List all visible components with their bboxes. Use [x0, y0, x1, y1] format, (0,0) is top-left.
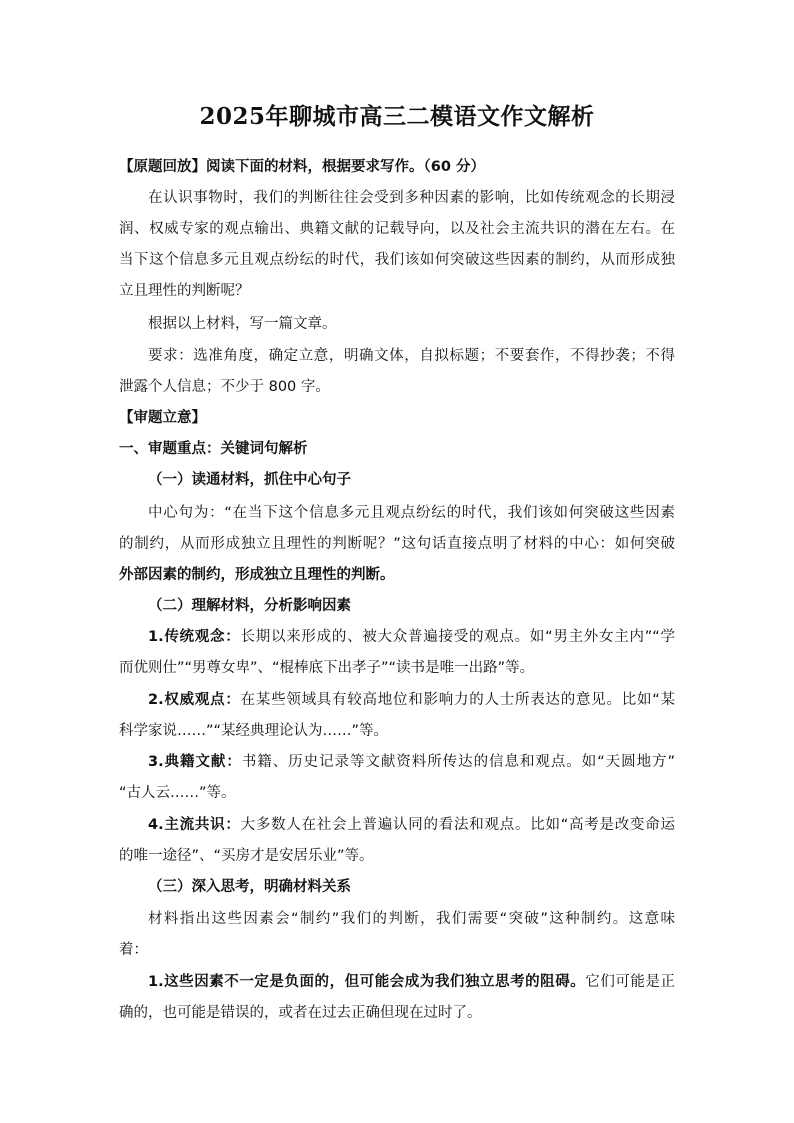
material-line: 立且理性的判断呢？: [119, 283, 250, 299]
sub1-line: 中心句为：“在当下这个信息多元且观点纷纭的时代，我们该如何突破这些因素: [148, 505, 675, 521]
factor-label: 2.权威观点：: [148, 692, 241, 708]
factor-line: 而优则仕”“男尊女卑”、“棍棒底下出孝子”“读书是唯一出路”等。: [119, 660, 535, 676]
factor-label: 3.典籍文献：: [148, 754, 242, 770]
factor-line: 科学家说……”“某经典理论认为……”等。: [119, 723, 389, 739]
section1-heading: 一、审题重点：关键词句解析: [119, 441, 308, 457]
material-line: 当下这个信息多元且观点纷纭的时代，我们该如何突破这些因素的制约，从而形成独: [119, 252, 675, 268]
factor-text: 在某些领域具有较高地位和影响力的人士所表达的意见。比如“某: [240, 692, 675, 708]
sub1-line: 外部因素的制约，形成独立且理性的判断。: [119, 567, 395, 583]
sub3-line: 材料指出这些因素会“制约”我们的判断，我们需要“突破”这种制约。这意味: [148, 911, 675, 927]
sub2-heading: （二）理解材料，分析影响因素: [148, 598, 351, 614]
sub1-heading: （一）读通材料，抓住中心句子: [148, 472, 351, 488]
requirements-line: 要求：选准角度，确定立意，明确文体，自拟标题；不要套作，不得抄袭；不得: [148, 348, 675, 364]
factor-line: [148, 815, 675, 835]
requirements-line: 泄露个人信息；不少于 800 字。: [119, 379, 330, 395]
sub3-heading: （三）深入思考，明确材料关系: [148, 879, 351, 895]
sub1-line: 的制约，从而形成独立且理性的判断呢？”这句话直接点明了材料的中心：如何突破: [119, 536, 675, 552]
factor-line: [148, 627, 675, 647]
point1-line: [148, 972, 675, 992]
factor-line: “古人云……”等。: [119, 785, 236, 801]
factor-line: 的唯一途径”、“买房才是安居乐业”等。: [119, 848, 374, 864]
review-heading: 【原题回放】阅读下面的材料，根据要求写作。（60 分）: [119, 159, 485, 175]
factor-line: [148, 752, 675, 772]
factor-line: [148, 690, 675, 710]
sub3-line: 着：: [119, 942, 148, 958]
point1-line: 确的，也可能是错误的，或者在过去正确但现在过时了。: [119, 1005, 482, 1021]
factor-label: 4.主流共识：: [148, 817, 241, 833]
factor-label: 1.传统观念：: [148, 629, 241, 645]
factor-text: 书籍、历史记录等文献资料所传达的信息和观点。如“天圆地方”: [241, 754, 675, 770]
material-line: 润、权威专家的观点输出、典籍文献的记载导向，以及社会主流共识的潜在左右。在: [119, 221, 675, 237]
document-title: 2025年聊城市高三二模语文作文解析: [199, 103, 595, 130]
analysis-heading: 【审题立意】: [119, 410, 206, 426]
material-line: 在认识事物时，我们的判断往往会受到多种因素的影响，比如传统观念的长期浸: [148, 190, 675, 206]
task-text: 根据以上材料，写一篇文章。: [148, 316, 337, 332]
factor-text: 大多数人在社会上普遍认同的看法和观点。比如“高考是改变命运: [240, 817, 675, 833]
point1-rest: 它们可能是正: [585, 974, 675, 990]
factor-text: 长期以来形成的、被大众普遍接受的观点。如“男主外女主内”“学: [240, 629, 675, 645]
point1-bold: 1.这些因素不一定是负面的，但可能会成为我们独立思考的阻碍。: [148, 974, 586, 990]
